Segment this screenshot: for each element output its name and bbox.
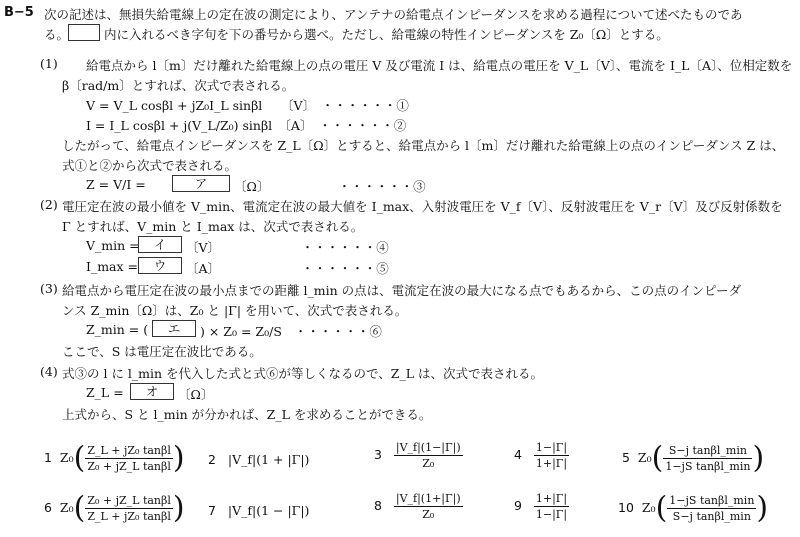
- choice-1-numerator: Z_L + jZ₀ tanβl: [87, 444, 171, 457]
- choice-9: [514, 491, 569, 522]
- choice-1: 1 Z₀( $\frac{\text{Z\_L + jZ₀ tanβl}}{\text{Z₀ + jZ\_L tanβl}}$ ): [44, 440, 185, 476]
- section-1-line-1: 給電点から l〔m〕だけ離れた給電線上の点の電圧 V 及び電流 I は、給電点の電圧を V_L〔V〕、電流を I_L〔A〕、位相定数を: [86, 58, 793, 73]
- choice-4-denominator: 1+|Γ|: [535, 457, 568, 470]
- choice-4-number: 4: [514, 447, 522, 462]
- section-3-line-3: ここで、S は電圧定在波比である。: [62, 344, 262, 359]
- choice-2-text: |V_f|(1 + |Γ|): [227, 452, 310, 467]
- choice-2-number: 2: [208, 452, 216, 467]
- choice-9-numerator: 1+|Γ|: [535, 492, 568, 505]
- intro-line-1: 次の記述は、無損失給電線上の定在波の測定により、アンテナの給電点インピーダンスを求める過程について述べたものであ: [44, 7, 743, 22]
- equation-4-right: 〔V〕 ・・・・・・④: [186, 240, 389, 255]
- blank-e: オ: [130, 383, 174, 400]
- intro-line-2b: 内に入れるべき字句を下の番号から選べ。ただし、給電線の特性インピーダンスを Z₀〔Ω〕とする。: [104, 27, 669, 42]
- choice-6-denominator: Z_L + jZ₀ tanβl: [87, 510, 171, 523]
- equation-4-left: V_min =: [86, 238, 140, 253]
- choice-3: [374, 440, 463, 471]
- choice-8-denominator: Z₀: [422, 508, 435, 521]
- choice-7: [208, 503, 309, 518]
- choice-6-numerator: Z₀ + jZ_L tanβl: [87, 494, 171, 507]
- section-3-line-1: 給電点から電圧定在波の最小点までの距離 l_min の点は、電流定在波の最大になる点でもあるから、この点のインピーダ: [62, 283, 742, 298]
- equation-6-right: ) × Z₀ = Z₀/S ・・・・・・⑥: [200, 324, 382, 339]
- equation-1: V = V_L cosβl + jZ₀I_L sinβl 〔V〕 ・・・・・・①: [86, 98, 409, 113]
- choice-5-number: 5: [622, 450, 630, 465]
- blank-b: イ: [138, 236, 182, 253]
- section-1-line-3: したがって、給電点インピーダンスを Z_L〔Ω〕とすると、給電点から l〔m〕だけ離れた給電線上の点のインピーダンス Z は、: [62, 138, 785, 153]
- choice-1-prefix: Z₀: [59, 450, 74, 465]
- equation-2: I = I_L cosβl + j(V_L/Z₀) sinβl 〔A〕 ・・・・・・②: [86, 118, 407, 133]
- choice-1-number: 1: [44, 450, 52, 465]
- section-2-number: (2): [40, 197, 58, 212]
- choice-3-denominator: Z₀: [422, 457, 435, 470]
- equation-5-left: I_max =: [86, 259, 138, 274]
- choice-4: [514, 440, 569, 471]
- choice-5-prefix: Z₀: [637, 450, 652, 465]
- choice-6-prefix: Z₀: [59, 500, 74, 515]
- blank-box-generic: [68, 24, 100, 41]
- section-4-line-1: 式③の l に l_min を代入した式と式⑥が等しくなるので、Z_L は、次式で表される。: [62, 366, 544, 381]
- section-4-number: (4): [40, 364, 58, 379]
- choice-10-denominator: S−j tanβl_min: [672, 510, 751, 523]
- section-4-line-2: 上式から、S と l_min が分かれば、Z_L を求めることができる。: [62, 407, 432, 422]
- choice-10: 10 Z₀( $\frac{\text{1−jS tanβl\_min}}{\text{S−j tanβl\_min}}$ ): [618, 490, 769, 526]
- section-1-line-4: 式①と②から次式で表される。: [62, 158, 238, 173]
- equation-6-left: Z_min = (: [86, 322, 149, 337]
- choice-8-number: 8: [374, 498, 382, 513]
- equation-7-right: 〔Ω〕: [178, 387, 214, 402]
- choice-9-number: 9: [514, 498, 522, 513]
- choice-9-denominator: 1−|Γ|: [535, 508, 568, 521]
- choice-10-numerator: 1−jS tanβl_min: [669, 494, 755, 507]
- section-3-line-2: ンス Z_min〔Ω〕は、Z₀ と |Γ| を用いて、次式で表される。: [62, 303, 408, 318]
- choice-8-numerator: |V_f|(1+|Γ|): [395, 492, 461, 505]
- choice-10-number: 10: [618, 500, 634, 515]
- choice-8: [374, 491, 463, 522]
- equation-5-right: 〔A〕 ・・・・・・⑤: [186, 261, 389, 276]
- blank-a: ア: [172, 175, 230, 192]
- section-1-line-2: β〔rad/m〕とすれば、次式で表される。: [62, 78, 295, 93]
- choice-7-text: |V_f|(1 − |Γ|): [227, 503, 310, 518]
- choice-4-numerator: 1−|Γ|: [535, 441, 568, 454]
- blank-c: ウ: [138, 257, 182, 274]
- choice-10-prefix: Z₀: [641, 500, 656, 515]
- choice-5-numerator: S−j tanβl_min: [663, 443, 752, 459]
- choice-6: 6 Z₀( $\frac{\text{Z₀ + jZ\_L tanβl}}{\text{Z\_L + jZ₀ tanβl}}$ ): [44, 490, 185, 526]
- section-2-line-1: 電圧定在波の最小値を V_min、電流定在波の最大値を I_max、入射波電圧を V_f〔V〕、反射波電圧を V_r〔V〕及び反射係数を: [62, 199, 783, 214]
- section-1-number: (1): [40, 56, 58, 71]
- choice-1-denominator: Z₀ + jZ_L tanβl: [87, 460, 171, 473]
- choice-7-number: 7: [208, 503, 216, 518]
- choice-5: 5 Z₀( $\frac{\text{S−j tanβl\_min}}{\text{1−jS tanβl\_min}}$ ): [622, 440, 765, 476]
- choice-5-denominator: 1−jS tanβl_min: [665, 460, 751, 473]
- blank-d: エ: [152, 320, 196, 337]
- choice-2: [208, 452, 309, 467]
- choice-6-number: 6: [44, 500, 52, 515]
- question-id: B−5: [4, 5, 34, 20]
- equation-3-left: Z = V/I =: [86, 177, 146, 192]
- choice-3-numerator: |V_f|(1−|Γ|): [395, 441, 461, 454]
- section-2-line-2: Γ とすれば、V_min と I_max は、次式で表される。: [62, 219, 364, 234]
- equation-3-right: 〔Ω〕 ・・・・・・③: [234, 179, 426, 194]
- intro-line-2a: る。: [44, 27, 70, 42]
- equation-7-left: Z_L =: [86, 385, 124, 400]
- section-3-number: (3): [40, 281, 58, 296]
- choice-3-number: 3: [374, 447, 382, 462]
